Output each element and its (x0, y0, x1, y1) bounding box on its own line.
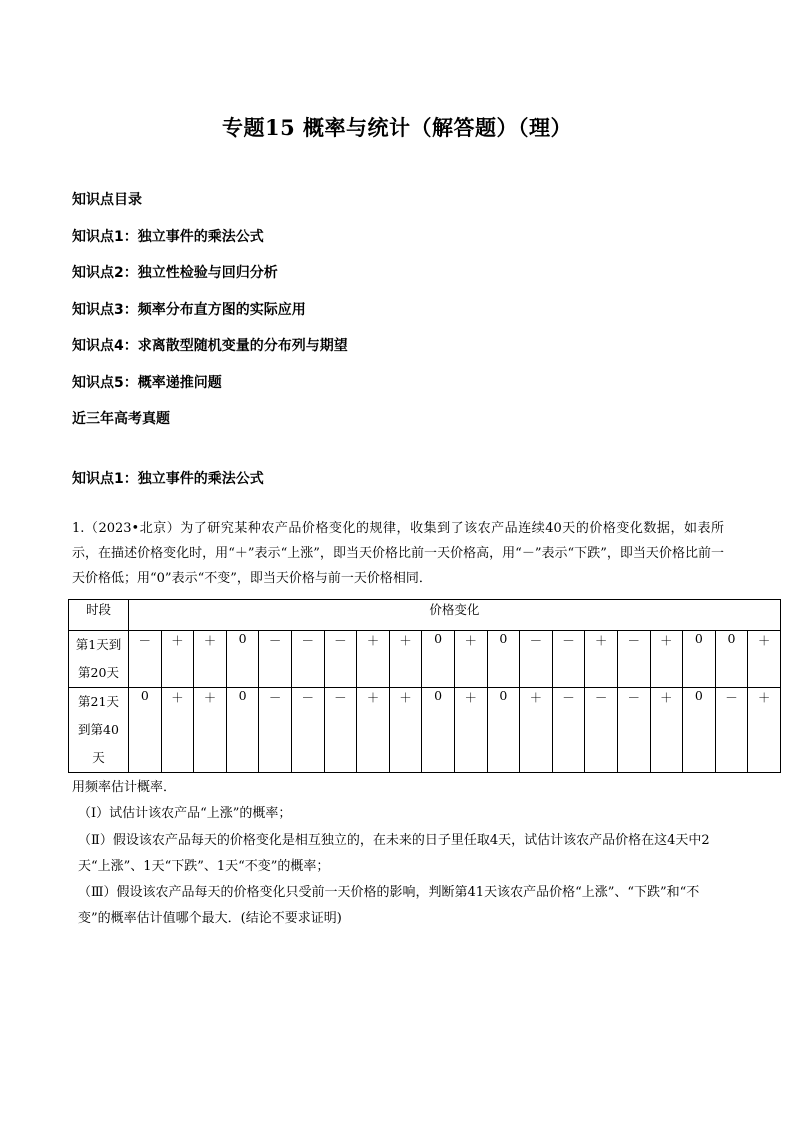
row-label-line: 第21天 (78, 694, 119, 709)
table-cell: ＋ (357, 688, 390, 773)
table-cell: 0 (226, 631, 259, 688)
section-heading: 知识点1：独立事件的乘法公式 (72, 471, 264, 487)
row-label (69, 631, 129, 688)
toc-item[interactable]: 知识点1：独立事件的乘法公式 (72, 228, 264, 245)
toc-item[interactable]: 近三年高考真题 (72, 411, 170, 427)
table-cell: ＋ (454, 631, 487, 688)
table-cell: － (715, 688, 748, 773)
table-cell: － (259, 631, 292, 688)
row-label-line: 第20天 (78, 665, 119, 680)
problem-intro: 1.（2023•北京）为了研究某种农产品价格变化的规律，收集到了该农产品连续40天的价格变化数据，如表所示，在描述价格变化时，用“＋”表示“上涨”，即当天价格比前一天价格高，用“－”表示“下跌”，即当天价格比前一天价格低；用“0”表示“不变”，即当天价格与前一天价格相同． (72, 521, 724, 586)
table-cell: ＋ (194, 688, 227, 773)
table-cell: ＋ (194, 631, 227, 688)
table-header-change: 价格变化 (129, 600, 781, 631)
problem-statement (72, 516, 724, 591)
table-cell: － (324, 631, 357, 688)
table-cell: － (617, 631, 650, 688)
table-cell: ＋ (748, 688, 781, 773)
table-of-contents (72, 190, 348, 446)
row-label-line: 第1天到 (75, 637, 122, 652)
table-cell: － (129, 631, 162, 688)
table-cell: 0 (129, 688, 162, 773)
table-cell: － (259, 688, 292, 773)
table-cell: ＋ (650, 688, 683, 773)
toc-item[interactable]: 知识点3：频率分布直方图的实际应用 (72, 301, 306, 318)
table-cell: － (617, 688, 650, 773)
toc-heading: 知识点目录 (72, 192, 142, 208)
table-row (69, 631, 781, 688)
price-change-table (68, 599, 781, 773)
row-label-line: 到第40 (78, 722, 119, 737)
table-cell: 0 (422, 688, 455, 773)
table-cell: ＋ (161, 631, 194, 688)
table-cell: 0 (422, 631, 455, 688)
table-row (69, 688, 781, 773)
table-cell: － (291, 688, 324, 773)
toc-item[interactable]: 知识点5：概率递推问题 (72, 374, 222, 391)
table-cell: ＋ (650, 631, 683, 688)
table-cell: － (291, 631, 324, 688)
table-cell: ＋ (389, 688, 422, 773)
question-1: （Ⅰ）试估计该农产品“上涨”的概率； (78, 806, 292, 822)
table-cell: ＋ (748, 631, 781, 688)
row-label (69, 688, 129, 773)
table-header-period: 时段 (69, 600, 129, 631)
table-cell: 0 (226, 688, 259, 773)
question-2: （Ⅱ）假设该农产品每天的价格变化是相互独立的，在未来的日子里任取4天，试估计该农产品价格在这4天中2天“上涨”、1天“下跌”、1天“不变”的概率； (78, 832, 710, 874)
page-title: 专题15 概率与统计（解答题）（理） (221, 115, 573, 140)
table-cell: ＋ (454, 688, 487, 773)
problem-questions (72, 775, 728, 933)
table-cell: － (324, 688, 357, 773)
table-cell: － (552, 631, 585, 688)
table-cell: 0 (715, 631, 748, 688)
table-cell: 0 (487, 631, 520, 688)
table-cell: － (520, 631, 553, 688)
table-cell: 0 (683, 631, 716, 688)
table-cell: 0 (487, 688, 520, 773)
table-cell: ＋ (585, 631, 618, 688)
toc-item[interactable]: 知识点4：求离散型随机变量的分布列与期望 (72, 338, 348, 354)
table-cell: ＋ (357, 631, 390, 688)
toc-item[interactable]: 知识点2：独立性检验与回归分析 (72, 265, 278, 281)
table-cell: ＋ (161, 688, 194, 773)
probability-note: 用频率估计概率． (72, 780, 177, 795)
table-cell: － (552, 688, 585, 773)
table-cell: － (585, 688, 618, 773)
table-cell: ＋ (520, 688, 553, 773)
question-3: （Ⅲ）假设该农产品每天的价格变化只受前一天价格的影响，判断第41天该农产品价格“上涨”、“下跌”和“不变”的概率估计值哪个最大．(结论不要求证明) (78, 885, 700, 927)
row-label-line: 天 (92, 750, 105, 765)
table-cell: 0 (683, 688, 716, 773)
table-cell: ＋ (389, 631, 422, 688)
